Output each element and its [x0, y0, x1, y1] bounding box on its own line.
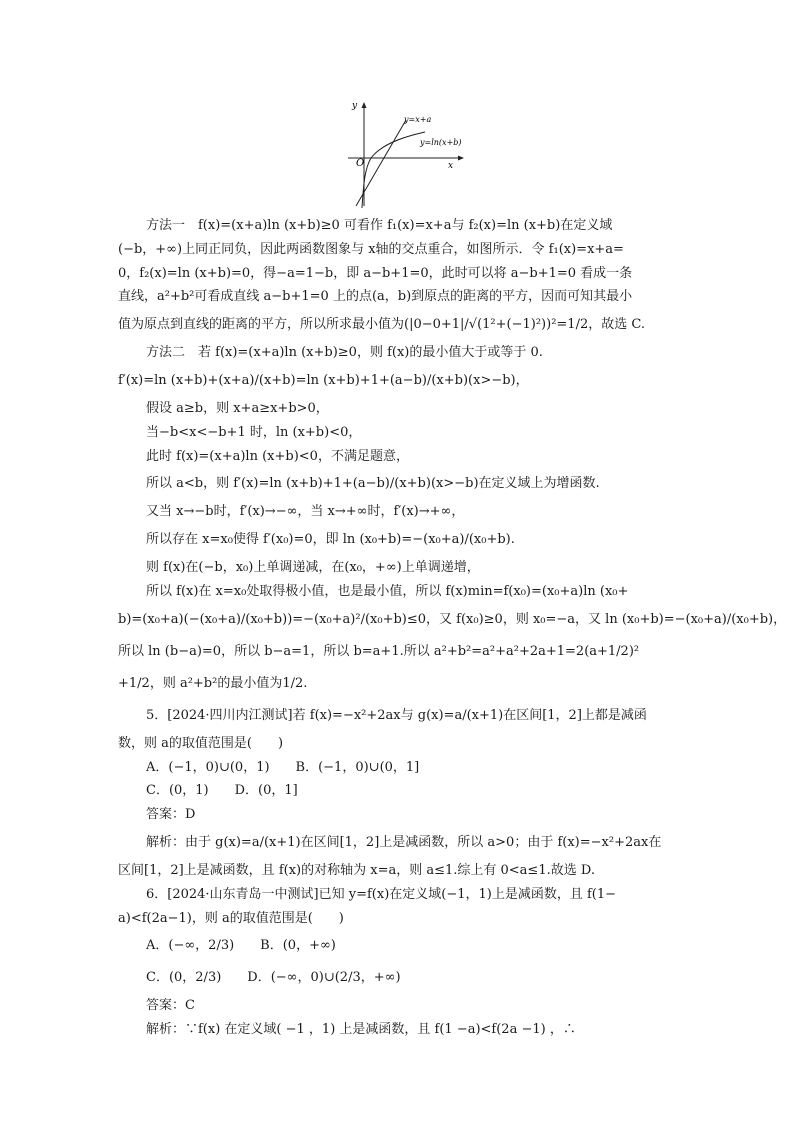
method2-line: b)=(x₀+a)(−(x₀+a)/(x₀+b))=−(x₀+a)²/(x₀+b)≤0，又 f(x₀)≥0，则 x₀=−a，又 ln (x₀+b)=−(x₀+a)/(x₀+b)，	[118, 611, 787, 627]
method1-line: 值为原点到直线的距离的平方，所以所求最小值为(|0−0+1|/√(1²+(−1)²))²=1/2，故选 C.	[118, 317, 645, 333]
method2-line: 方法二 若 f(x)=(x+a)ln (x+b)≥0，则 f(x)的最小值大于或等于 0.	[146, 345, 543, 361]
y-axis-label: y	[352, 101, 358, 111]
method2-line: 所以存在 x=x₀使得 f′(x₀)=0，即 ln (x₀+b)=−(x₀+a)/(x₀+b).	[146, 532, 515, 548]
q6-answer: 答案：C	[146, 998, 195, 1014]
q6-stem: a)<f(2a−1)，则 a的取值范围是( )	[118, 910, 344, 926]
method2-line: 又当 x→−b时，f′(x)→−∞，当 x→+∞时，f′(x)→+∞，	[146, 504, 465, 520]
method2-line: 假设 a≥b，则 x+a≥x+b>0，	[146, 400, 329, 416]
q5-stem: 5．[2024·四川内江测试]若 f(x)=−x²+2ax与 g(x)=a/(x+1)在区间[1，2]上都是减函	[146, 707, 647, 723]
q6-stem: 6．[2024·山东青岛一中测试]已知 y=f(x)在定义域(−1，1)上是减函数，且 f(1−	[146, 886, 617, 902]
method2-line: 所以 ln (b−a)=0，所以 b−a=1，所以 b=a+1.所以 a²+b²=a²+a²+2a+1=2(a+1/2)²	[118, 643, 640, 659]
method1-line: (−b，+∞)上同正同负，因此两函数图象与 x轴的交点重合，如图所示．令 f₁(x)=x+a=	[118, 241, 624, 257]
method1-line: 0，f₂(x)=ln (x+b)=0，得−a=1−b，即 a−b+1=0，此时可以将 a−b+1=0 看成一条	[118, 265, 633, 281]
method2-line: f′(x)=ln (x+b)+(x+a)/(x+b)=ln (x+b)+1+(a−b)/(x+b)(x>−b)，	[118, 372, 529, 388]
line-label: y=x+a	[404, 115, 432, 124]
q5-explanation: 解析：由于 g(x)=a/(x+1)在区间[1，2]上是减函数，所以 a>0；由于 f(x)=−x²+2ax在	[146, 834, 662, 850]
q6-options: C．(0，2/3) D．(−∞，0)∪(2/3，+∞)	[146, 970, 401, 986]
function-graph	[340, 98, 480, 210]
document-body	[118, 214, 787, 1042]
q5-options: C．(0，1) D．(0，1]	[146, 783, 298, 799]
method2-line: 所以 a<b，则 f′(x)=ln (x+b)+1+(a−b)/(x+b)(x>−b)在定义域上为增函数.	[146, 476, 600, 492]
x-axis-label: x	[448, 161, 454, 171]
q5-stem: 数，则 a的取值范围是( )	[118, 735, 284, 751]
x-axis-arrow	[458, 156, 464, 161]
method2-line: 当−b<x<−b+1 时，ln (x+b)<0，	[146, 424, 362, 440]
origin-label: O	[356, 158, 365, 169]
method2-line: 此时 f(x)=(x+a)ln (x+b)<0，不满足题意，	[146, 448, 409, 464]
curve-ln	[362, 132, 425, 208]
method1-line: 直线，a²+b²可看成直线 a−b+1=0 上的点(a，b)到原点的距离的平方，因而可知其最小	[118, 289, 633, 305]
method2-line: +1/2，则 a²+b²的最小值为1/2.	[118, 675, 308, 691]
q6-explanation: 解析：∵f(x) 在定义域( −1 ，1) 上是减函数，且 f(1 −a)<f(2a −1) ，∴	[146, 1022, 576, 1038]
curve-label: y=ln(x+b)	[420, 138, 462, 147]
q5-explanation: 区间[1，2]上是减函数，且 f(x)的对称轴为 x=a，则 a≤1.综上有 0<a≤1.故选 D.	[118, 862, 595, 878]
method2-line: 所以 f(x)在 x=x₀处取得极小值，也是最小值，所以 f(x)min=f(x₀)=(x₀+a)ln (x₀+	[146, 583, 629, 599]
y-axis-arrow	[362, 102, 367, 108]
method1-line: 方法一 f(x)=(x+a)ln (x+b)≥0 可看作 f₁(x)=x+a与 f₂(x)=ln (x+b)在定义域	[146, 218, 613, 233]
q5-options: A．(−1，0)∪(0，1) B．(−1，0)∪(0，1]	[146, 759, 420, 775]
q6-options: A．(−∞，2/3) B．(0，+∞)	[146, 938, 336, 954]
method2-line: 则 f(x)在(−b，x₀)上单调递减，在(x₀，+∞)上单调递增，	[146, 560, 480, 576]
graph-svg	[340, 98, 480, 210]
q5-answer: 答案：D	[146, 807, 196, 823]
